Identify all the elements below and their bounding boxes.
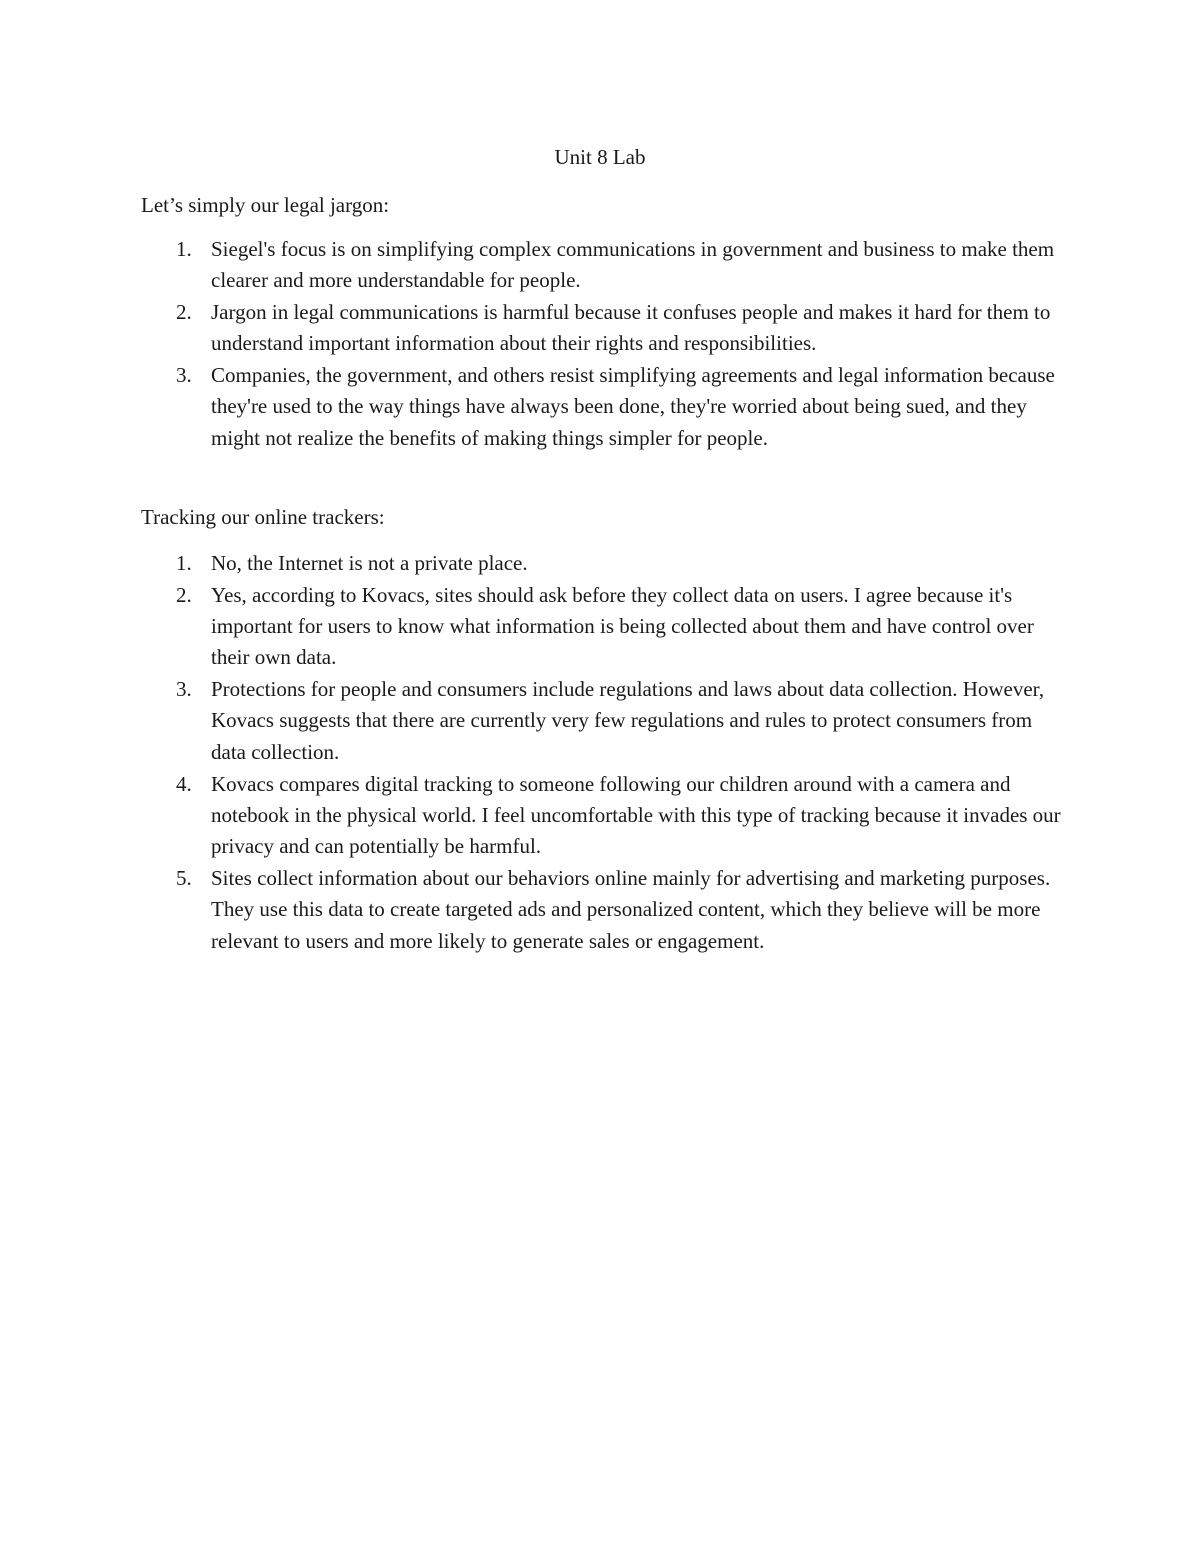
list-item-text: Jargon in legal communications is harmful because it confuses people and makes it hard for them to understand important information about their rights and responsibilities. [211,300,1051,356]
document-title: Unit 8 Lab [554,145,646,169]
list-item-number: 5. [176,865,192,890]
list-item-text: Sites collect information about our behaviors online mainly for advertising and marketing purposes. They use this data to create targeted ads and personalized content, which they believe will be more relevant to users and more likely to generate sales or engagement. [211,865,1051,953]
list-item-number: 3. [176,363,192,388]
list-item-text: Kovacs compares digital tracking to someone following our children around with a camera and notebook in the physical world. I feel uncomfortable with this type of tracking because it invades our privacy and can potentially be harmful. [211,771,1061,859]
list-item [141,548,1066,579]
list-item-number: 1. [176,237,192,261]
list-item [141,769,1066,863]
list-item [141,297,1066,360]
list-item-text: Protections for people and consumers include regulations and laws about data collection. However, Kovacs suggests that there are currently very few regulations and rules to protect consumers from data collection. [211,677,1045,764]
online-trackers-list [141,548,1066,957]
section-heading-online-trackers: Tracking our online trackers: [141,505,385,529]
list-item-text: No, the Internet is not a private place. [211,551,528,575]
list-item-text: Companies, the government, and others resist simplifying agreements and legal information because they're used to the way things have always been done, they're worried about being sued, and they might not realize the benefits of making things simpler for people. [211,363,1055,450]
list-item-number: 2. [176,300,192,325]
list-item-number: 3. [176,677,192,702]
list-item-number: 2. [176,582,192,607]
list-item [141,674,1066,768]
list-item-number: 4. [176,771,192,796]
list-item [141,360,1066,454]
list-item [141,580,1066,674]
legal-jargon-list [141,234,1066,455]
list-item-text: Siegel's focus is on simplifying complex communications in government and business to make them clearer and more understandable for people. [211,237,1055,293]
section-heading-legal-jargon: Let’s simply our legal jargon: [141,193,390,217]
list-item [141,863,1066,957]
list-item-text: Yes, according to Kovacs, sites should ask before they collect data on users. I agree because it's important for users to know what information is being collected about them and have control over their own data. [211,582,1034,670]
list-item [141,234,1066,297]
list-item-number: 1. [176,551,192,575]
